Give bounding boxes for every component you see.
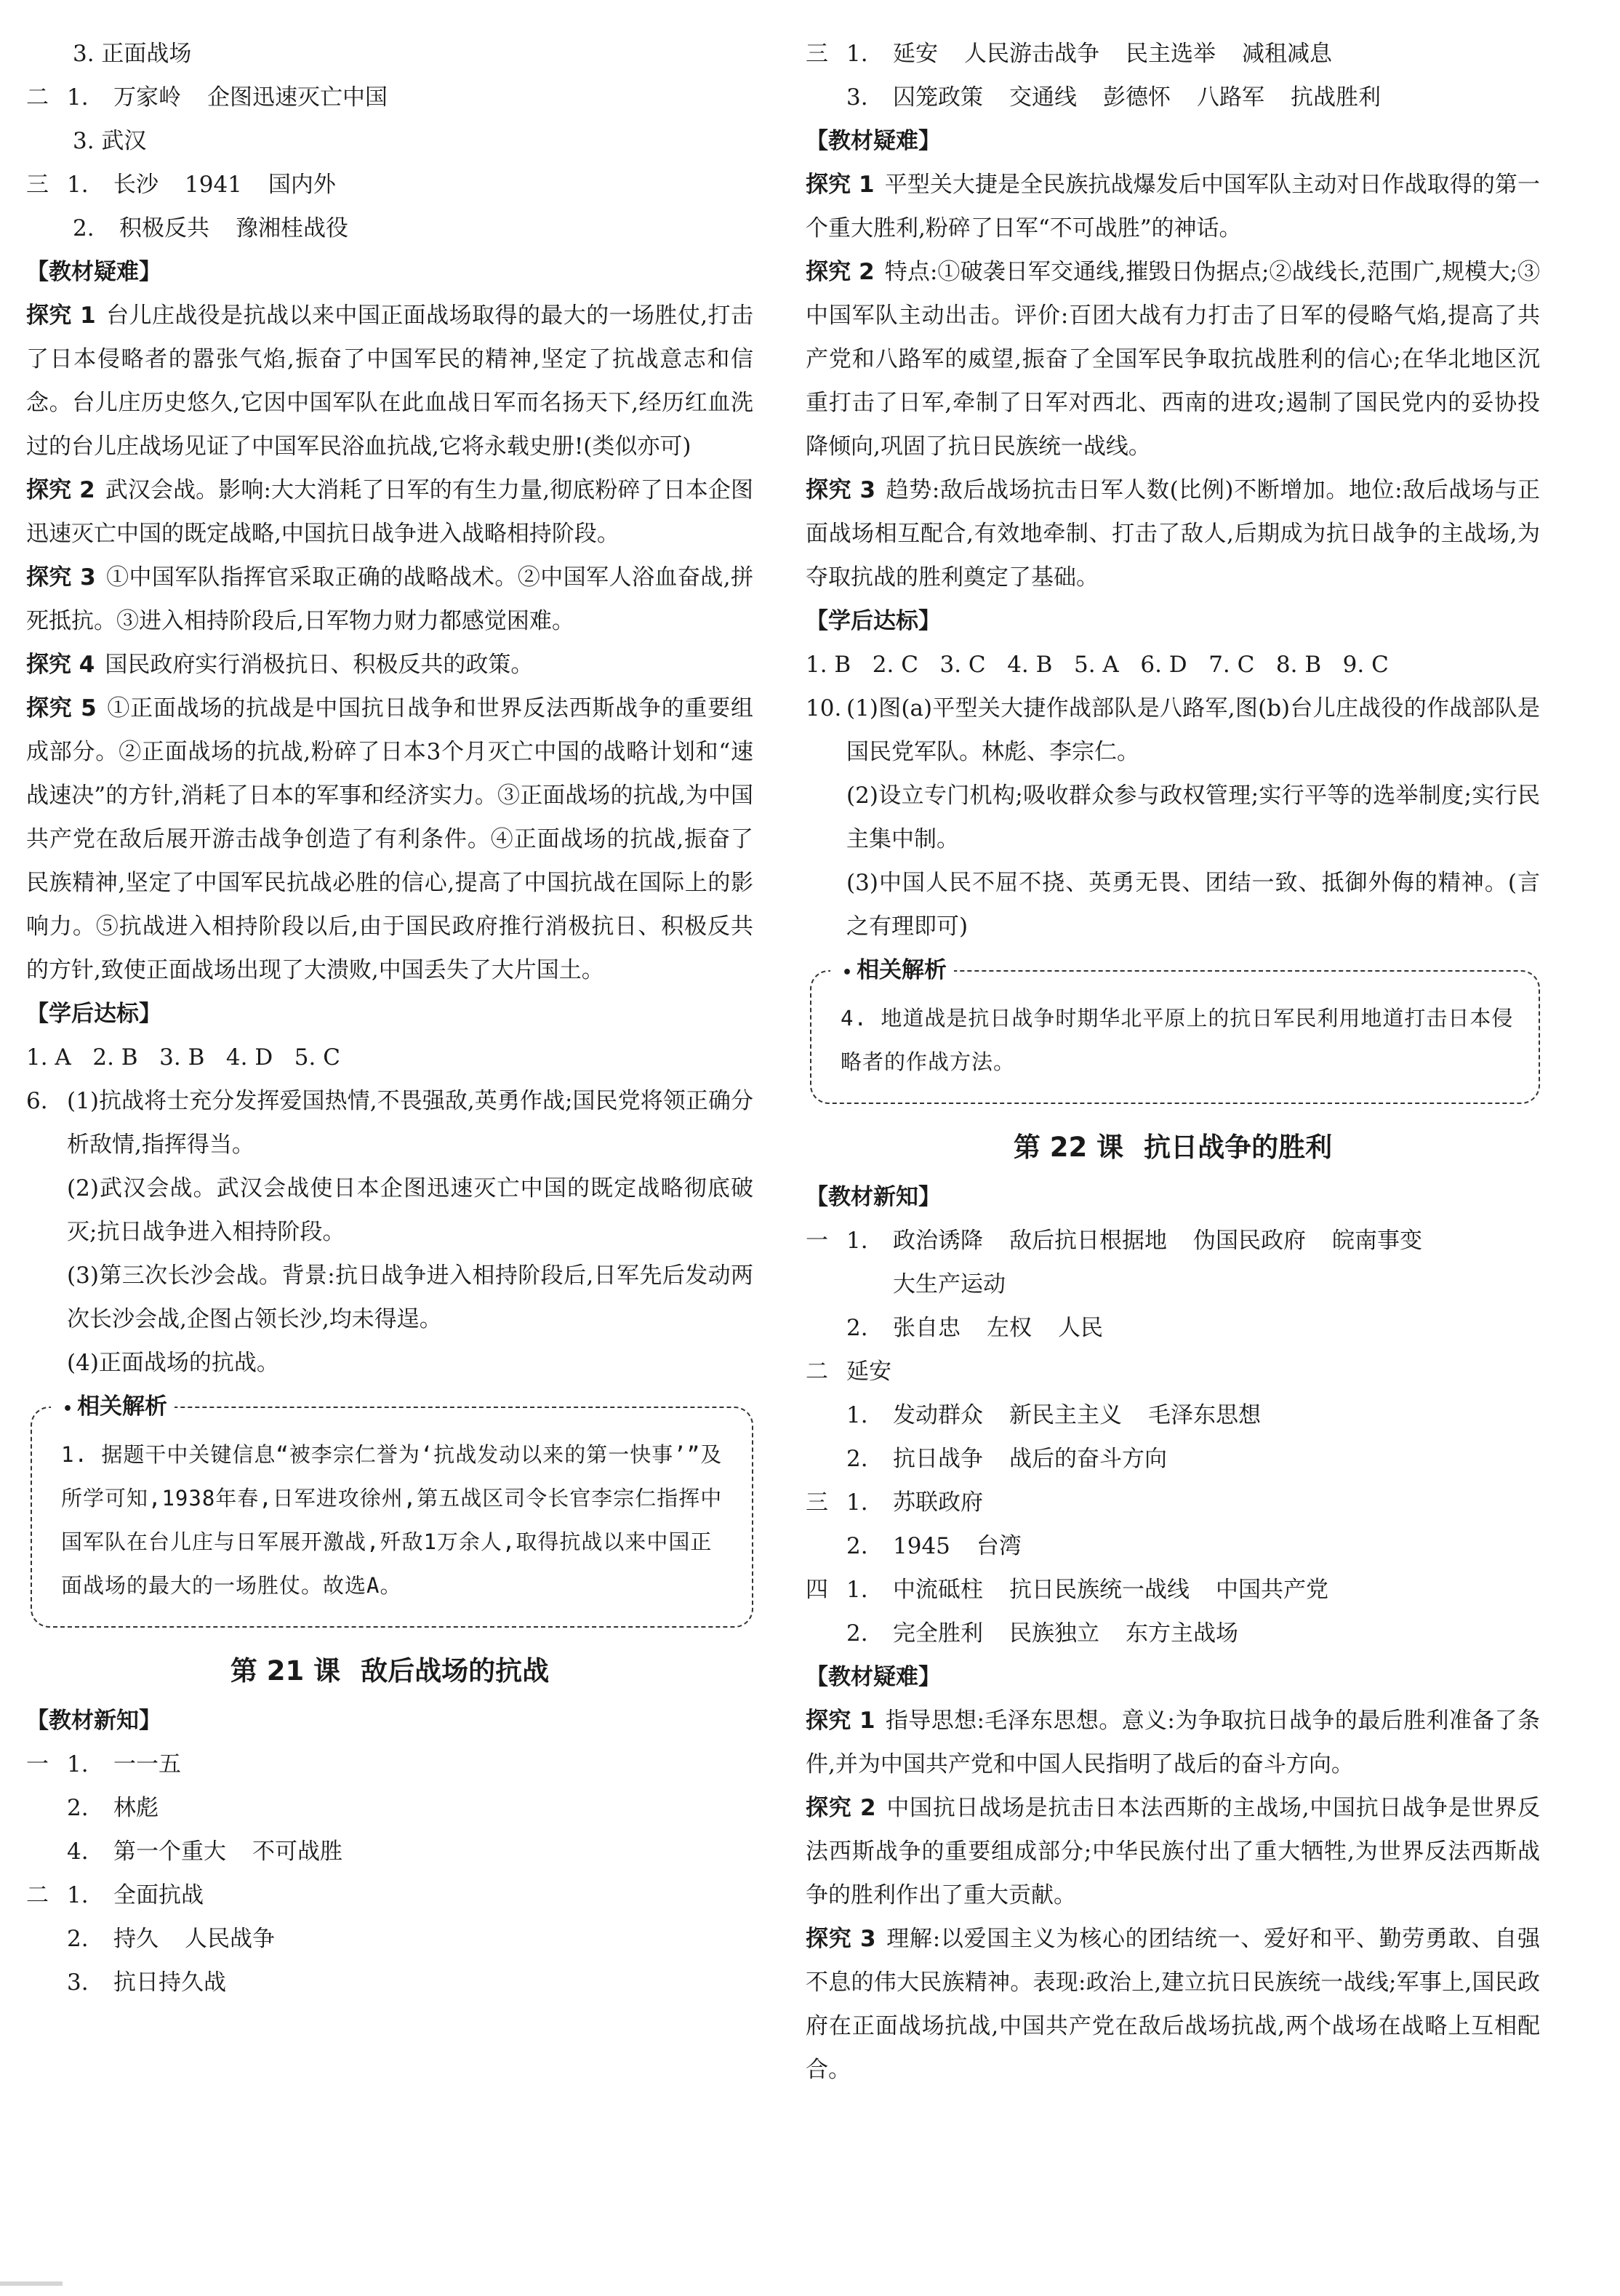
answer-line: 2. 林彪	[67, 1795, 159, 1821]
answer-line: 大生产运动	[893, 1271, 1006, 1297]
answer-line: 4. 第一个重大 不可战胜	[67, 1839, 342, 1865]
explore-paragraph: 探究 1 指导思想:毛泽东思想。意义:为争取抗日战争的最后胜利准备了条件,并为中国共产党和中国人民指明了战后的奋斗方向。	[806, 1708, 1540, 1777]
section-heading: 【学后达标】	[806, 608, 941, 634]
answer-line: 2. 持久 人民战争	[67, 1926, 275, 1952]
choice-answers: 1. A 2. B 3. B 4. D 5. C	[26, 1044, 340, 1071]
answer-line: 3. 武汉	[73, 128, 147, 154]
lesson-title: 第 22 课 抗日战争的胜利	[1013, 1132, 1333, 1163]
answer-line: 二 延安	[806, 1359, 891, 1385]
left-column	[26, 32, 753, 2004]
answer-line: 一 1. 一一五	[26, 1751, 181, 1777]
answer-line: 三 1. 长沙 1941 国内外	[26, 172, 336, 198]
answer-line: 3. 囚笼政策 交通线 彭德怀 八路军 抗战胜利	[846, 84, 1381, 111]
explore-paragraph: 探究 3 ①中国军队指挥官采取正确的战略战术。②中国军人浴血奋战,拼死抵抗。③进入相持阶段后,日军物力财力都感觉困难。	[26, 564, 753, 634]
choice-answers: 1. B 2. C 3. C 4. B 5. A 6. D 7. C 8. B 9. C	[806, 652, 1389, 678]
explore-paragraph: 探究 2 特点:①破袭日军交通线,摧毁日伪据点;②战线长,范围广,规模大;③中国军队主动出击。评价:百团大战有力打击了日军的侵略气焰,提高了共产党和八路军的威望,振奋了全国军民争取抗战胜利的信心;在华北地区沉重打击了日军,牵制了日军对西北、西南的进攻;遏制了国民党内的妥协投降倾向,巩固了抗日民族统一战线。	[806, 259, 1540, 460]
answer-line: 三 1. 延安 人民游击战争 民主选举 减租减息	[806, 41, 1332, 67]
answer-line: 1. 发动群众 新民主主义 毛泽东思想	[846, 1402, 1261, 1428]
answer-line: 二 1. 全面抗战	[26, 1882, 204, 1908]
explore-paragraph: 探究 3 理解:以爱国主义为核心的团结统一、爱好和平、勤劳勇敢、自强不息的伟大民族精神。表现:政治上,建立抗日民族统一战线;军事上,国民政府在正面战场抗战,中国共产党在敌后战场抗战,两个战场在战略上互相配合。	[806, 1926, 1540, 2083]
lesson-title: 第 21 课 敌后战场的抗战	[230, 1655, 550, 1687]
section-heading: 【教材疑难】	[806, 128, 941, 154]
question-6: 6. (1)抗战将士充分发挥爱国热情,不畏强敌,英勇作战;国民党将领正确分析敌情,指挥得当。 (2)武汉会战。武汉会战使日本企图迅速灭亡中国的既定战略彻底破灭;抗日战争进入相持阶段。 (3)第三次长沙会战。背景:抗日战争进入相持阶段后,日军先后发动两次长沙会战,企图占领长沙,均未得逞。 (4)正面战场的抗战。	[26, 1088, 753, 1376]
answer-line: 三 1. 苏联政府	[806, 1489, 983, 1516]
analysis-box: • 相关解析 1. 据题干中关键信息“被李宗仁誉为‘抗战发动以来的第一快事’”及所学可知,1938年春,日军进攻徐州,第五战区司令长官李宗仁指挥中国军队在台儿庄与日军展开激战,歼敌1万余人,取得抗战以来中国正面战场的最大的一场胜仗。故选A。	[31, 1407, 753, 1628]
explore-paragraph: 探究 1 平型关大捷是全民族抗战爆发后中国军队主动对日作战取得的第一个重大胜利,粉碎了日军“不可战胜”的神话。	[806, 172, 1540, 241]
section-heading: 【教材新知】	[26, 1708, 161, 1734]
answer-line: 2. 1945 台湾	[846, 1533, 1022, 1559]
answer-line: 2. 抗日战争 战后的奋斗方向	[846, 1446, 1167, 1472]
answer-line: 3. 正面战场	[73, 41, 192, 67]
answer-line: 3. 抗日持久战	[67, 1969, 226, 1996]
answer-line: 2. 张自忠 左权 人民	[846, 1315, 1103, 1341]
section-heading: 【教材疑难】	[806, 1664, 941, 1690]
page-edge-mark	[0, 2281, 63, 2286]
answer-line: 2. 完全胜利 民族独立 东方主战场	[846, 1620, 1238, 1647]
section-heading: 【教材疑难】	[26, 259, 161, 285]
explore-paragraph: 探究 1 台儿庄战役是抗战以来中国正面战场取得的最大的一场胜仗,打击了日本侵略者的嚣张气焰,振奋了中国军民的精神,坚定了抗战意志和信念。台儿庄历史悠久,它因中国军队在此血战日军而名扬天下,经历红血洗过的台儿庄战场见证了中国军民浴血抗战,它将永载史册!(类似亦可)	[26, 303, 753, 460]
explore-paragraph: 探究 5 ①正面战场的抗战是中国抗日战争和世界反法西斯战争的重要组成部分。②正面战场的抗战,粉碎了日本3个月灭亡中国的战略计划和“速战速决”的方针,消耗了日本的军事和经济实力。③正面战场的抗战,为中国共产党在敌后展开游击战争创造了有利条件。④正面战场的抗战,振奋了民族精神,坚定了中国军民抗战必胜的信心,提高了中国抗战在国际上的影响力。⑤抗战进入相持阶段以后,由于国民政府推行消极抗日、积极反共的方针,致使正面战场出现了大溃败,中国丢失了大片国土。	[26, 695, 753, 983]
answer-line: 2. 积极反共 豫湘桂战役	[73, 215, 348, 241]
analysis-box: • 相关解析 4. 地道战是抗日战争时期华北平原上的抗日军民利用地道打击日本侵略者的作战方法。	[810, 970, 1540, 1104]
explore-paragraph: 探究 3 趋势:敌后战场抗击日军人数(比例)不断增加。地位:敌后战场与正面战场相互配合,有效地牵制、打击了敌人,后期成为抗日战争的主战场,为夺取抗战的胜利奠定了基础。	[806, 477, 1540, 591]
right-column	[806, 32, 1540, 2092]
section-heading: 【学后达标】	[26, 1001, 161, 1027]
answer-line: 四 1. 中流砥柱 抗日民族统一战线 中国共产党	[806, 1577, 1328, 1603]
explore-paragraph: 探究 2 武汉会战。影响:大大消耗了日军的有生力量,彻底粉碎了日本企图迅速灭亡中国的既定战略,中国抗日战争进入战略相持阶段。	[26, 477, 753, 547]
explore-paragraph: 探究 2 中国抗日战场是抗击日本法西斯的主战场,中国抗日战争是世界反法西斯战争的重要组成部分;中华民族付出了重大牺牲,为世界反法西斯战争的胜利作出了重大贡献。	[806, 1795, 1540, 1908]
section-heading: 【教材新知】	[806, 1184, 941, 1210]
question-10: 10. (1)图(a)平型关大捷作战部队是八路军,图(b)台儿庄战役的作战部队是国民党军队。林彪、李宗仁。 (2)设立专门机构;吸收群众参与政权管理;实行平等的选举制度;实行民主集中制。 (3)中国人民不屈不挠、英勇无畏、团结一致、抵御外侮的精神。(言之有理即可)	[806, 695, 1540, 940]
answer-line: 二 1. 万家岭 企图迅速灭亡中国	[26, 84, 388, 111]
answer-line: 一 1. 政治诱降 敌后抗日根据地 伪国民政府 皖南事变	[806, 1228, 1422, 1254]
explore-paragraph: 探究 4 国民政府实行消极抗日、积极反共的政策。	[26, 652, 534, 678]
